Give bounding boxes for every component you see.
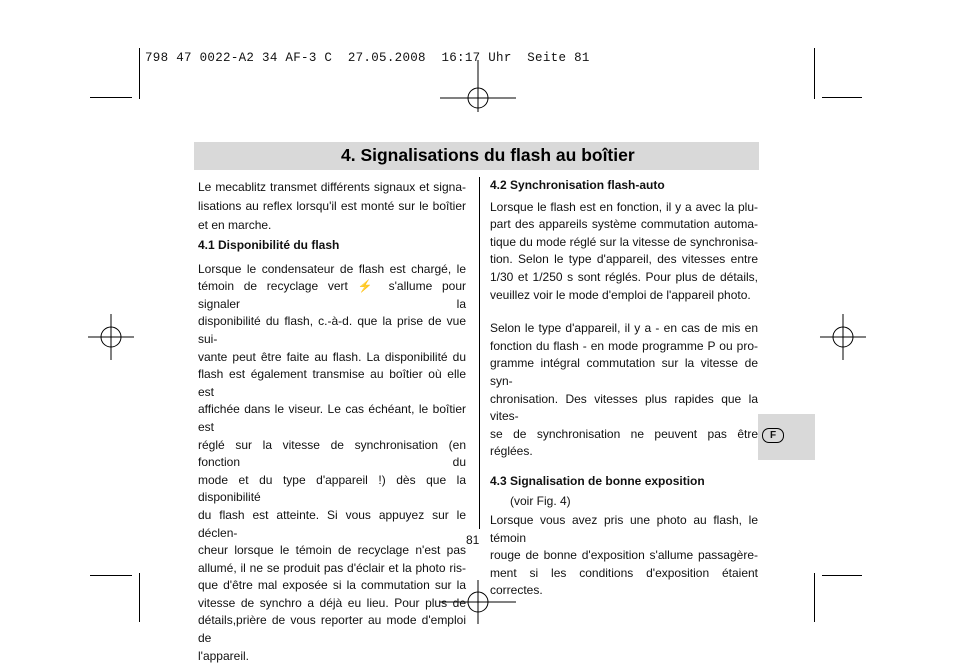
text-line: détails,prière de vous reporter au mode d'emploi de bbox=[198, 613, 466, 646]
text-line: Selon le type d'appareil, il y a - en cas de mis en bbox=[490, 321, 758, 336]
crop-mark bbox=[822, 575, 862, 576]
text-line: affichée dans le viseur. Le cas échéant, le boîtier est bbox=[198, 402, 466, 434]
right-column bbox=[490, 177, 758, 600]
page-title: 4. Signalisations du flash au boîtier bbox=[341, 145, 635, 165]
text-line: 1/30 et 1/250 s sont réglés. Pour plus de détails, bbox=[490, 269, 758, 284]
text-line: gramme intégral commutation sur la vitesse de syn- bbox=[490, 356, 758, 388]
column-divider bbox=[479, 177, 480, 529]
text-line: tion. Selon le type d'appareil, des vitesses entre bbox=[490, 252, 758, 267]
text-line: allumé, il ne se produit pas d'éclair et la photo ris- bbox=[198, 560, 466, 575]
text-line: mode et du type d'appareil !) dès que la disponibilité bbox=[198, 472, 466, 505]
page-number: 81 bbox=[466, 533, 480, 547]
text-line: du flash est atteinte. Si vous appuyez sur le déclen- bbox=[198, 507, 466, 540]
text-line: ment si les conditions d'exposition étaient correctes. bbox=[490, 565, 758, 598]
section-4-2-paragraph-2 bbox=[490, 320, 758, 461]
crop-mark bbox=[822, 97, 862, 98]
text-line: que d'être mal exposée si la commutation sur la bbox=[198, 578, 466, 593]
text-line: Lorsque le flash est en fonction, il y a avec la plu- bbox=[490, 199, 758, 214]
left-column bbox=[198, 178, 466, 665]
text-line: Lorsque vous avez pris une photo au flash, le témoin bbox=[490, 513, 758, 545]
text-line: l'appareil. bbox=[198, 648, 249, 663]
registration-mark-left bbox=[88, 314, 134, 360]
section-4-2-paragraph-1 bbox=[490, 199, 758, 305]
section-title-bar bbox=[194, 142, 759, 170]
registration-mark-right bbox=[820, 314, 866, 360]
print-header-meta: 798 47 0022-A2 34 AF-3 C 27.05.2008 16:17 Uhr Seite 81 bbox=[145, 51, 590, 65]
section-4-3-paragraph bbox=[490, 512, 758, 600]
crop-mark bbox=[814, 48, 815, 99]
text-line: fonction du flash - en mode programme P ou pro- bbox=[490, 338, 758, 353]
text-line: réglé sur la vitesse de synchronisation (en fonction du bbox=[198, 437, 466, 470]
crop-mark bbox=[90, 575, 132, 576]
text-line: Le mecablitz transmet différents signaux et signa- bbox=[198, 180, 466, 194]
text-line: part des appareils système commutation automa- bbox=[490, 217, 758, 232]
text-line: et en marche. bbox=[198, 218, 272, 232]
section-heading-4-2: 4.2 Synchronisation flash-auto bbox=[490, 178, 665, 192]
crop-mark bbox=[139, 48, 140, 99]
text-line: flash est également transmise au boîtier où elle est bbox=[198, 367, 466, 399]
section-heading-4-3: 4.3 Signalisation de bonne exposition bbox=[490, 473, 705, 488]
language-tab bbox=[758, 414, 815, 460]
text-line: se de synchronisation ne peuvent pas être réglées. bbox=[490, 426, 758, 459]
text-line: chronisation. Des vitesses plus rapides que la vites- bbox=[490, 391, 758, 424]
text-line: veuillez voir le mode d'emploi de l'appareil photo. bbox=[490, 287, 751, 302]
section-heading-4-1: 4.1 Disponibilité du flash bbox=[198, 238, 340, 252]
crop-mark bbox=[814, 573, 815, 622]
registration-mark-top bbox=[440, 60, 516, 112]
section-4-1-paragraph bbox=[198, 261, 466, 666]
text-line: cheur lorsque le témoin de recyclage n'est pas bbox=[198, 543, 466, 558]
text-line: lisations au reflex lorsqu'il est monté sur le boîtier bbox=[198, 199, 466, 213]
text-line: vitesse de synchro a déjà eu lieu. Pour plus de bbox=[198, 595, 466, 610]
text-line: témoin de recyclage vert ⚡ s'allume pour signaler la bbox=[198, 279, 466, 311]
figure-reference: (voir Fig. 4) bbox=[510, 493, 571, 508]
crop-mark bbox=[139, 573, 140, 622]
text-line: rouge de bonne d'exposition s'allume passagère- bbox=[490, 548, 758, 563]
text-line: Lorsque le condensateur de flash est chargé, le bbox=[198, 261, 466, 276]
intro-paragraph bbox=[198, 178, 466, 235]
text-line: disponibilité du flash, c.-à-d. que la prise de vue sui- bbox=[198, 314, 466, 346]
text-line: tique du mode réglé sur la vitesse de synchronisa- bbox=[490, 234, 758, 249]
crop-mark bbox=[90, 97, 132, 98]
language-badge: F bbox=[762, 428, 784, 443]
text-line: vante peut être faite au flash. La disponibilité du bbox=[198, 349, 466, 364]
